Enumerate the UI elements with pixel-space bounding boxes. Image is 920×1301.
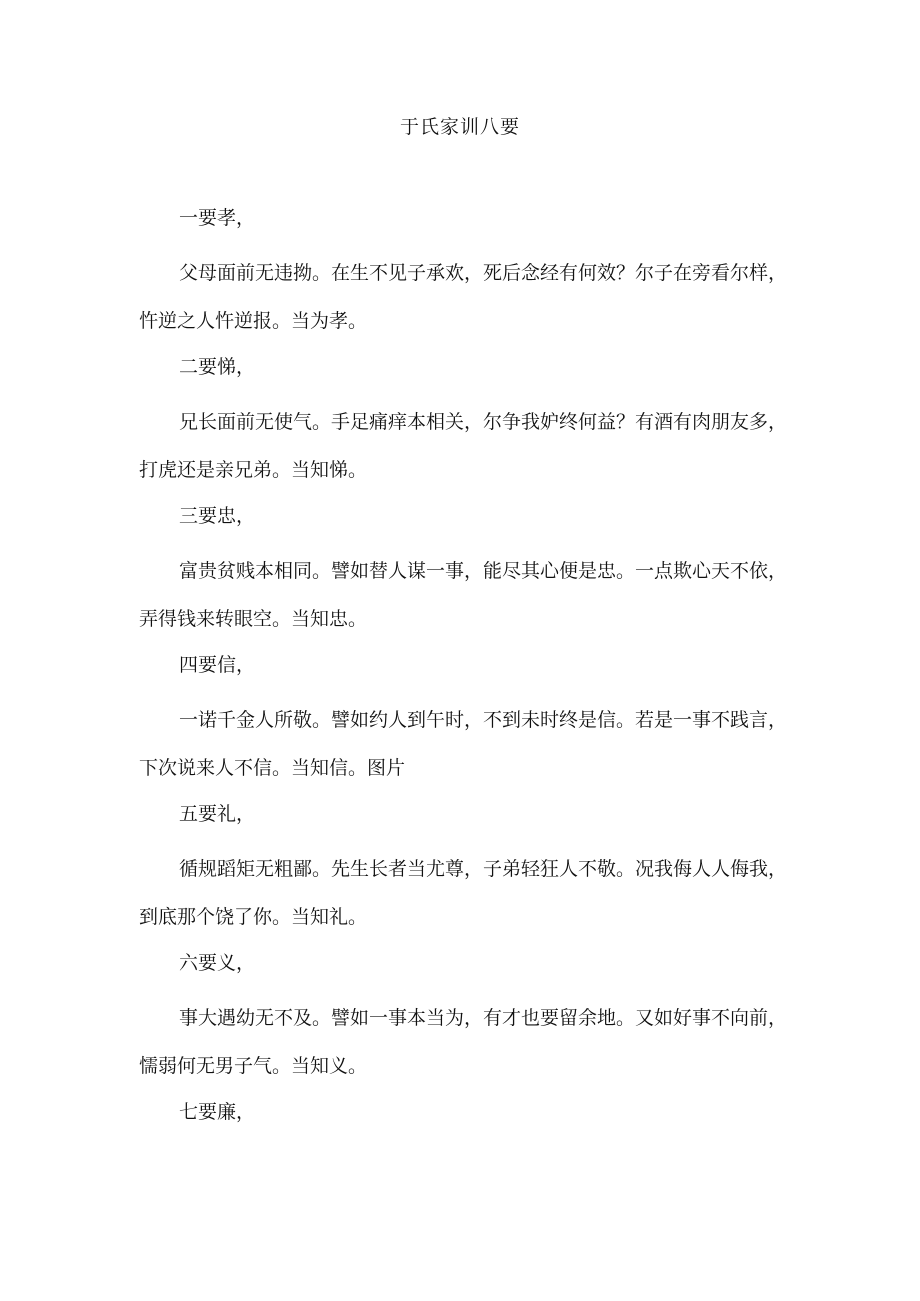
section-heading-xiao: 一要孝，	[179, 207, 256, 229]
section-text-xin: 一诺千金人所敬。譬如约人到午时，不到未时终是信。若是一事不践言，下次说来人不信。当知信。图片	[139, 709, 788, 779]
section-heading-lian: 七要廉，	[179, 1101, 256, 1123]
section-text-li: 循规蹈矩无粗鄙。先生长者当尤尊，子弟轻狂人不敬。况我侮人人侮我，到底那个饶了你。当知礼。	[139, 858, 788, 928]
section-heading-li: 五要礼，	[179, 803, 256, 825]
section-heading-xin: 四要信，	[179, 654, 256, 676]
section-heading-zhong: 三要忠，	[179, 505, 256, 527]
section-text-xiao: 父母面前无违拗。在生不见子承欢，死后念经有何效？尔子在旁看尔样，忤逆之人忤逆报。当为孝。	[139, 262, 788, 332]
document-body	[139, 203, 787, 1151]
section-text-zhong: 富贵贫贱本相同。譬如替人谋一事，能尽其心便是忠。一点欺心天不依，弄得钱来转眼空。当知忠。	[139, 560, 788, 630]
section-heading-yi: 六要义，	[179, 952, 256, 974]
section-text-ti: 兄长面前无使气。手足痛痒本相关，尔争我妒终何益？有酒有肉朋友多，打虎还是亲兄弟。当知悌。	[139, 411, 788, 481]
document-title: 于氏家训八要	[399, 116, 520, 138]
section-text-yi: 事大遇幼无不及。譬如一事本当为，有才也要留余地。又如好事不向前，懦弱何无男子气。当知义。	[139, 1007, 788, 1077]
section-heading-ti: 二要悌，	[179, 356, 256, 378]
